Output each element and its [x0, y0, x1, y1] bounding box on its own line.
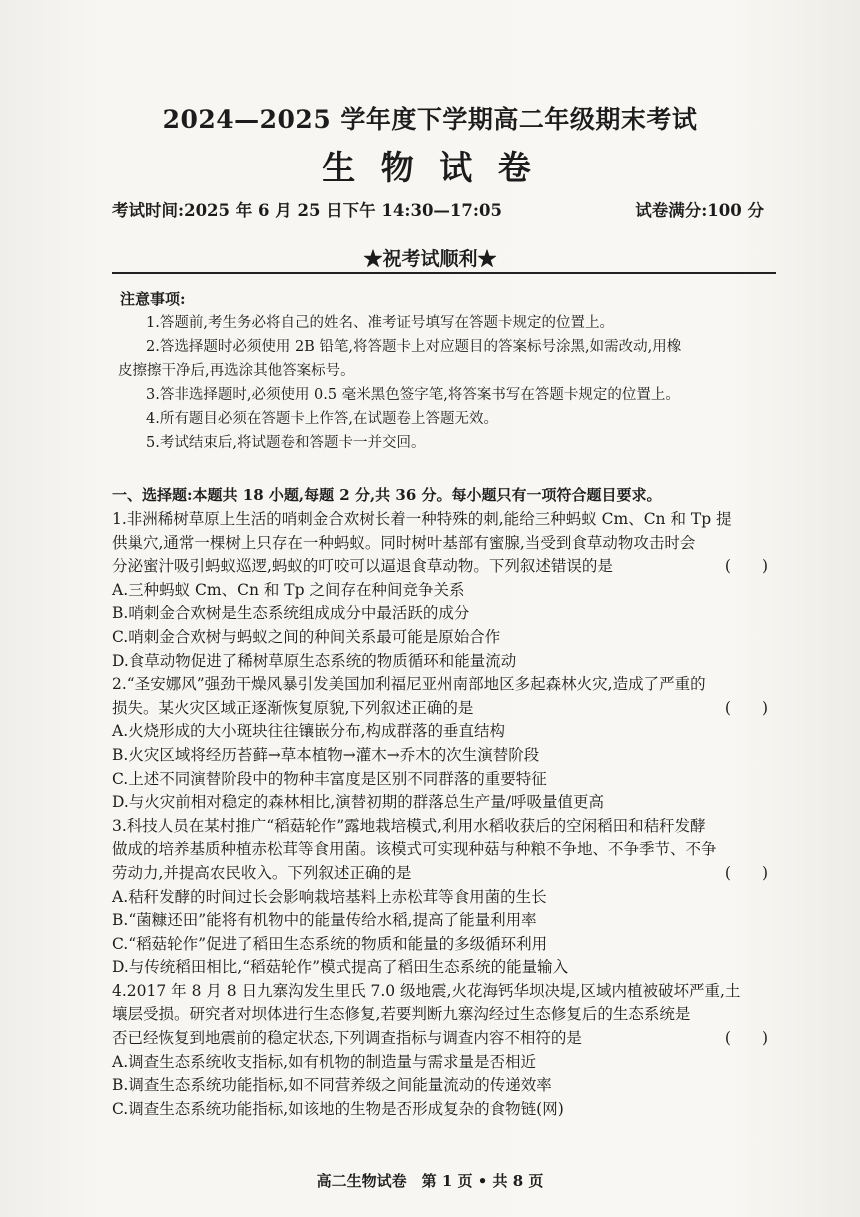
full-score: 试卷满分:100 分 — [635, 201, 764, 220]
option-d: D.与火灾前相对稳定的森林相比,演替初期的群落总生产量/呼吸量值更高 — [112, 793, 604, 812]
option-c: C.调查生态系统功能指标,如该地的生物是否形成复杂的食物链(网) — [112, 1099, 564, 1118]
question-1 — [112, 508, 772, 673]
question-list — [112, 508, 772, 1121]
question-stem: 壤层受损。研究者对坝体进行生态修复,若要判断九寨沟经过生态修复后的生态系统是 — [112, 1005, 691, 1024]
question-stem-last — [112, 555, 772, 579]
question-stem: 4.2017 年 8 月 8 日九寨沟发生里氏 7.0 级地震,火花海钙华坝决堤,区域内植被破坏严重,土 — [112, 981, 741, 1000]
question-stem: 2.“圣安娜风”强劲干燥风暴引发美国加利福尼亚州南部地区多起森林火灾,造成了严重的 — [112, 675, 706, 694]
question-2 — [112, 673, 772, 815]
option-d: D.食草动物促进了稀树草原生态系统的物质循环和能量流动 — [112, 651, 517, 670]
question-4 — [112, 980, 772, 1122]
question-stem: 供巢穴,通常一棵树上只存在一种蚂蚁。同时树叶基部有蜜腺,当受到食草动物攻击时会 — [112, 533, 696, 552]
exam-title: 2024—2025 学年度下学期高二年级期末考试 — [162, 105, 698, 134]
question-stem-text: 损失。某火灾区域正逐渐恢复原貌,下列叙述正确的是 — [112, 698, 474, 717]
notes-item: 3.答非选择题时,必须使用 0.5 毫米黑色签字笔,将答案书写在答题卡规定的位置上。 — [146, 387, 680, 403]
question-stem-text: 否已经恢复到地震前的稳定状态,下列调查指标与调查内容不相符的是 — [112, 1029, 582, 1048]
option-b: B.“菌糠还田”能将有机物中的能量传给水稻,提高了能量利用率 — [112, 911, 537, 930]
notes-title: 注意事项: — [120, 290, 186, 308]
option-c: C.上述不同演替阶段中的物种丰富度是区别不同群落的重要特征 — [112, 769, 547, 788]
answer-paren: ( ) — [724, 698, 768, 717]
header-divider — [112, 272, 776, 274]
notes-item: 5.考试结束后,将试题卷和答题卡一并交回。 — [146, 435, 426, 451]
notes-item: 2.答选择题时必须使用 2B 铅笔,将答题卡上对应题目的答案标号涂黑,如需改动,用橡 — [146, 339, 682, 355]
option-a: A.三种蚂蚁 Cm、Cn 和 Tp 之间存在种间竞争关系 — [112, 580, 465, 599]
question-3 — [112, 815, 772, 980]
notes-item: 4.所有题目必须在答题卡上作答,在试题卷上答题无效。 — [146, 411, 498, 427]
question-stem-text: 劳动力,并提高农民收入。下列叙述正确的是 — [112, 863, 412, 882]
notes-item: 1.答题前,考生务必将自己的姓名、准考证号填写在答题卡规定的位置上。 — [146, 315, 614, 331]
option-a: A.秸秆发酵的时间过长会影响栽培基料上赤松茸等食用菌的生长 — [112, 887, 547, 906]
notes-list — [118, 311, 768, 455]
option-a: A.调查生态系统收支指标,如有机物的制造量与需求量是否相近 — [112, 1052, 537, 1071]
question-stem-last — [112, 1027, 772, 1051]
exam-time: 考试时间:2025 年 6 月 25 日下午 14:30—17:05 — [112, 201, 502, 220]
option-a: A.火烧形成的大小斑块往往镶嵌分布,构成群落的垂直结构 — [112, 722, 506, 741]
question-stem: 1.非洲稀树草原上生活的哨刺金合欢树长着一种特殊的刺,能给三种蚂蚁 Cm、Cn 和 Tp 提 — [112, 510, 732, 528]
option-c: C.哨刺金合欢树与蚂蚁之间的种间关系最可能是原始合作 — [112, 627, 501, 646]
option-b: B.调查生态系统功能指标,如不同营养级之间能量流动的传递效率 — [112, 1076, 552, 1095]
question-stem: 3.科技人员在某村推广“稻菇轮作”露地栽培模式,利用水稻收获后的空闲稻田和秸秆发酵 — [112, 816, 706, 835]
question-stem-last — [112, 697, 772, 721]
section-title: 一、选择题:本题共 18 小题,每题 2 分,共 36 分。每小题只有一项符合题目要求。 — [112, 486, 662, 504]
question-stem: 做成的培养基质种植赤松茸等食用菌。该模式可实现种菇与种粮不争地、不争季节、不争 — [112, 840, 717, 859]
answer-paren: ( ) — [724, 1029, 768, 1048]
notes-item-continued: 皮擦擦干净后,再选涂其他答案标号。 — [118, 363, 355, 379]
question-stem-last — [112, 862, 772, 886]
option-b: B.火灾区域将经历苔藓→草本植物→灌木→乔木的次生演替阶段 — [112, 745, 540, 764]
question-stem-text: 分泌蜜汁吸引蚂蚁巡逻,蚂蚁的叮咬可以逼退食草动物。下列叙述错误的是 — [112, 557, 613, 576]
option-d: D.与传统稻田相比,“稻菇轮作”模式提高了稻田生态系统的能量输入 — [112, 958, 569, 977]
page-footer: 高二生物试卷 第 1 页 • 共 8 页 — [316, 1172, 544, 1190]
answer-paren: ( ) — [724, 557, 768, 576]
blessing-line: ★祝考试顺利★ — [363, 248, 497, 270]
option-c: C.“稻菇轮作”促进了稻田生态系统的物质和能量的多级循环利用 — [112, 934, 548, 953]
answer-paren: ( ) — [724, 863, 768, 882]
option-b: B.哨刺金合欢树是生态系统组成成分中最活跃的成分 — [112, 604, 470, 623]
subject-title: 生 物 试 卷 — [322, 148, 538, 187]
